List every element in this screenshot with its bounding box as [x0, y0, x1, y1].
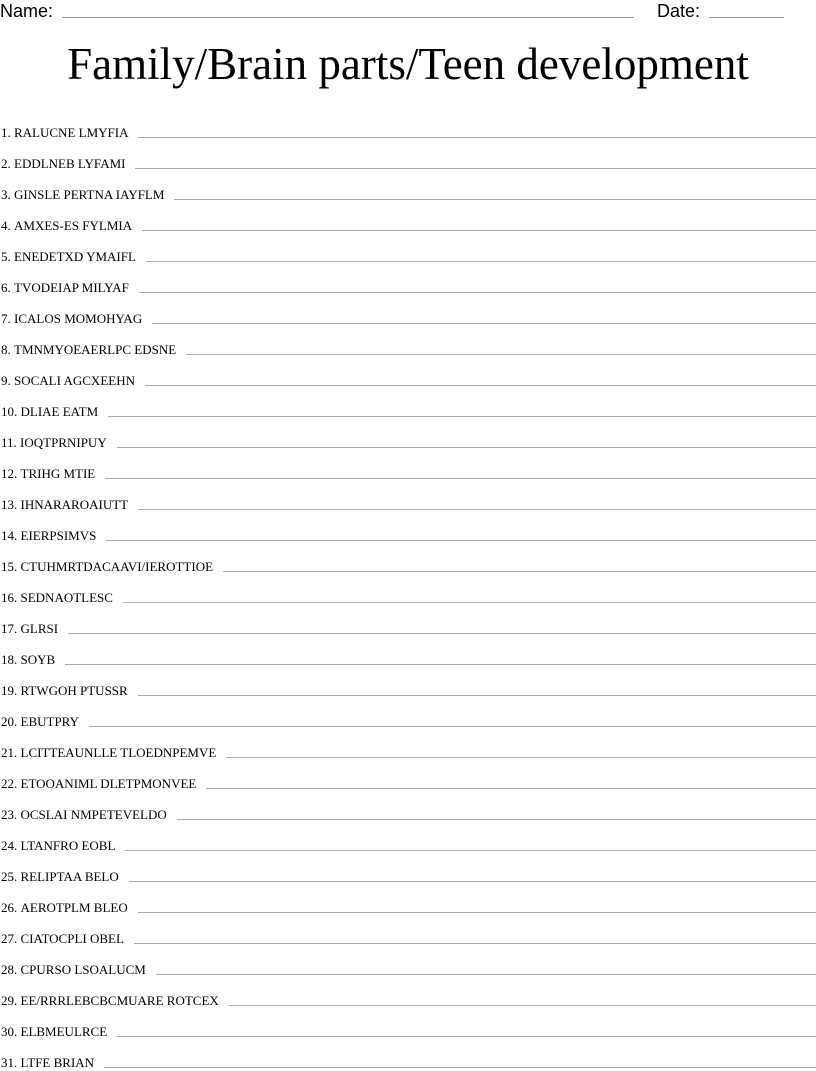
scrambled-word: SOCALI AGCXEEHN	[14, 373, 135, 388]
word-row	[0, 823, 816, 854]
scrambled-word: LCITTEAUNLLE TLOEDNPEMVE	[20, 745, 217, 760]
word-number: 14.	[1, 528, 21, 543]
word-number: 18.	[1, 652, 21, 667]
scrambled-word: EBUTPRY	[20, 714, 80, 729]
word-row	[0, 1009, 816, 1040]
word-number: 28.	[1, 962, 21, 977]
word-row	[0, 668, 816, 699]
scrambled-word: CPURSO LSOALUCM	[20, 962, 146, 977]
word-number: 9.	[1, 373, 14, 388]
answer-line[interactable]	[156, 973, 816, 975]
scrambled-word: OCSLAI NMPETEVELDO	[20, 807, 167, 822]
answer-line[interactable]	[104, 1066, 816, 1068]
scrambled-word: LTFE BRIAN	[20, 1055, 95, 1070]
word-row	[0, 699, 816, 730]
name-label: Name:	[0, 1, 54, 21]
answer-line[interactable]	[89, 725, 816, 727]
scrambled-word: EIERPSIMVS	[20, 528, 97, 543]
answer-line[interactable]	[223, 570, 816, 572]
scrambled-word: CTUHMRTDACAAVI/IEROTTIOE	[20, 559, 214, 574]
word-number: 16.	[1, 590, 21, 605]
answer-line[interactable]	[138, 508, 816, 510]
word-number: 11.	[1, 435, 21, 450]
scrambled-word: IOQTPRNIPUY	[20, 435, 107, 450]
word-number: 2.	[1, 156, 14, 171]
scrambled-word: SOYB	[20, 652, 56, 667]
answer-line[interactable]	[68, 632, 816, 634]
scrambled-word: RALUCNE LMYFIA	[14, 125, 129, 140]
word-number: 21.	[1, 745, 21, 760]
scrambled-word: CIATOCPLI OBEL	[20, 931, 124, 946]
worksheet-title: Family/Brain parts/Teen development	[67, 39, 749, 89]
word-row	[0, 296, 816, 327]
word-number: 12.	[1, 466, 21, 481]
word-row	[0, 885, 816, 916]
word-number: 15.	[1, 559, 21, 574]
word-row	[0, 854, 816, 885]
answer-line[interactable]	[129, 880, 816, 882]
answer-line[interactable]	[117, 446, 816, 448]
word-row	[0, 110, 816, 141]
word-row	[0, 575, 816, 606]
answer-line[interactable]	[134, 942, 816, 944]
word-number: 20.	[1, 714, 21, 729]
word-number: 22.	[1, 776, 21, 791]
scrambled-word: IHNARAROAIUTT	[20, 497, 129, 512]
answer-line[interactable]	[226, 756, 816, 758]
word-number: 13.	[1, 497, 21, 512]
word-number: 29.	[1, 993, 21, 1008]
name-input-line[interactable]	[62, 17, 634, 18]
answer-line[interactable]	[135, 167, 816, 169]
word-number: 5.	[1, 249, 14, 264]
scrambled-word: TVODEIAP MILYAF	[14, 280, 129, 295]
scrambled-word: ETOOANIML DLETPMONVEE	[20, 776, 197, 791]
word-row	[0, 947, 816, 978]
word-row	[0, 451, 816, 482]
word-row	[0, 482, 816, 513]
answer-line[interactable]	[138, 911, 816, 913]
date-label: Date:	[657, 1, 701, 21]
word-number: 19.	[1, 683, 21, 698]
word-row	[0, 141, 816, 172]
scrambled-word: ENEDETXD YMAIFL	[14, 249, 136, 264]
word-row	[0, 916, 816, 947]
date-input-line[interactable]	[709, 17, 784, 18]
answer-line[interactable]	[125, 849, 816, 851]
answer-line[interactable]	[138, 694, 816, 696]
answer-line[interactable]	[142, 229, 816, 231]
scrambled-word: RELIPTAA BELO	[20, 869, 119, 884]
word-row	[0, 327, 816, 358]
answer-line[interactable]	[229, 1004, 816, 1006]
word-row	[0, 513, 816, 544]
word-row	[0, 761, 816, 792]
word-row	[0, 172, 816, 203]
word-row	[0, 730, 816, 761]
word-row	[0, 606, 816, 637]
answer-line[interactable]	[145, 384, 816, 386]
scrambled-word: TRIHG MTIE	[20, 466, 96, 481]
answer-line[interactable]	[186, 353, 816, 355]
answer-line[interactable]	[123, 601, 816, 603]
scrambled-word: ELBMEULRCE	[20, 1024, 108, 1039]
scrambled-word: EE/RRRLEBCBCMUARE ROTCEX	[20, 993, 219, 1008]
scrambled-word: DLIAE EATM	[20, 404, 99, 419]
answer-line[interactable]	[139, 291, 816, 293]
word-row	[0, 420, 816, 451]
scrambled-word-list	[0, 110, 816, 1071]
scrambled-word: ICALOS MOMOHYAG	[14, 311, 143, 326]
answer-line[interactable]	[106, 539, 816, 541]
answer-line[interactable]	[138, 136, 816, 138]
word-number: 23.	[1, 807, 21, 822]
answer-line[interactable]	[152, 322, 816, 324]
word-number: 31.	[1, 1055, 21, 1070]
word-row	[0, 358, 816, 389]
scrambled-word: RTWGOH PTUSSR	[20, 683, 128, 698]
answer-line[interactable]	[174, 198, 816, 200]
scrambled-word: AEROTPLM BLEO	[20, 900, 128, 915]
scrambled-word: TMNMYOEAERLPC EDSNE	[14, 342, 177, 357]
word-row	[0, 792, 816, 823]
word-row	[0, 978, 816, 1009]
word-number: 30.	[1, 1024, 21, 1039]
answer-line[interactable]	[108, 415, 816, 417]
word-number: 17.	[1, 621, 21, 636]
word-number: 6.	[1, 280, 14, 295]
word-number: 7.	[1, 311, 14, 326]
answer-line[interactable]	[105, 477, 816, 479]
word-number: 25.	[1, 869, 21, 884]
word-number: 8.	[1, 342, 14, 357]
word-number: 3.	[1, 187, 14, 202]
word-row	[0, 203, 816, 234]
word-number: 27.	[1, 931, 21, 946]
scrambled-word: AMXES-ES FYLMIA	[14, 218, 133, 233]
word-row	[0, 544, 816, 575]
word-row	[0, 234, 816, 265]
word-row	[0, 265, 816, 296]
word-row	[0, 637, 816, 668]
word-number: 4.	[1, 218, 14, 233]
scrambled-word: SEDNAOTLESC	[20, 590, 113, 605]
scrambled-word: GLRSI	[20, 621, 59, 636]
answer-line[interactable]	[177, 818, 816, 820]
answer-line[interactable]	[146, 260, 816, 262]
scrambled-word: LTANFRO EOBL	[20, 838, 116, 853]
answer-line[interactable]	[206, 787, 816, 789]
word-number: 26.	[1, 900, 21, 915]
scrambled-word: EDDLNEB LYFAMI	[14, 156, 126, 171]
worksheet-header	[0, 0, 816, 24]
word-number: 24.	[1, 838, 21, 853]
answer-line[interactable]	[117, 1035, 816, 1037]
word-row	[0, 389, 816, 420]
answer-line[interactable]	[65, 663, 816, 665]
scrambled-word: GINSLE PERTNA IAYFLM	[14, 187, 165, 202]
word-number: 1.	[1, 125, 14, 140]
word-number: 10.	[1, 404, 21, 419]
